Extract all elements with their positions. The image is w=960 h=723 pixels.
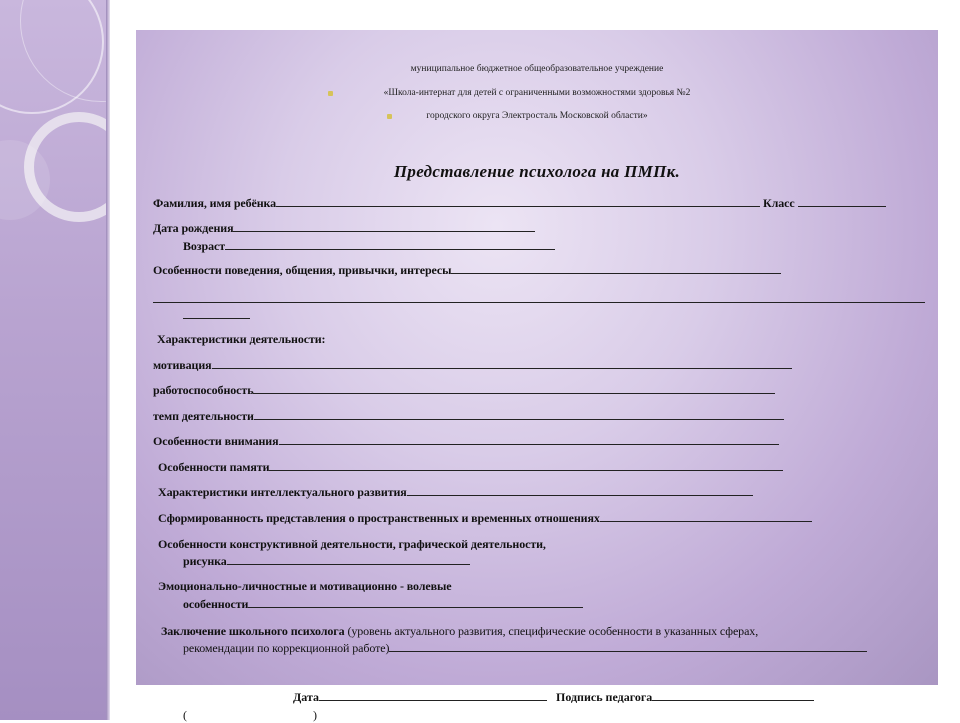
panel-edge — [106, 0, 110, 720]
attention-field[interactable] — [279, 434, 779, 445]
behavior-label: Особенности поведения, общения, привычки, интересы — [153, 263, 452, 277]
memory-label: Особенности памяти — [158, 460, 270, 474]
attention-label: Особенности внимания — [153, 434, 279, 448]
footer-row — [293, 690, 814, 705]
name-row — [153, 196, 886, 211]
emotional-field[interactable] — [248, 597, 583, 608]
emotional-label-2: особенности — [183, 597, 249, 611]
birth-label: Дата рождения — [153, 221, 234, 235]
name-field[interactable] — [276, 196, 760, 207]
header-line-2: «Школа-интернат для детей с ограниченными возможностями здоровья №2 — [383, 88, 691, 98]
date-label: Дата — [293, 690, 319, 704]
conclusion-note: (уровень актуального развития, специфические особенности в указанных сферах, — [347, 624, 759, 638]
birth-row — [153, 221, 535, 236]
conclusion-field[interactable] — [389, 641, 867, 652]
age-row — [183, 239, 555, 254]
capacity-label: работоспособность — [153, 383, 254, 397]
constructive-label: Особенности конструктивной деятельности, графической деятельности, — [158, 537, 546, 551]
spatial-row — [158, 511, 812, 526]
intellect-field[interactable] — [407, 485, 753, 496]
capacity-field[interactable] — [253, 383, 775, 394]
tempo-label: темп деятельности — [153, 409, 254, 423]
class-label: Класс — [763, 196, 795, 210]
intellect-label: Характеристики интеллектуального развития — [158, 485, 407, 499]
class-field[interactable] — [798, 196, 886, 207]
date-field[interactable] — [319, 690, 547, 701]
behavior-field-2[interactable] — [153, 292, 925, 303]
conclusion-row-2 — [183, 641, 867, 656]
attention-row — [153, 434, 779, 449]
conclusion-row — [161, 624, 758, 639]
age-field[interactable] — [225, 239, 555, 250]
motivation-field[interactable] — [212, 358, 792, 369]
memory-field[interactable] — [269, 460, 783, 471]
spatial-label: Сформированность представления о пространственных и временных отношениях — [158, 511, 600, 525]
birth-field[interactable] — [233, 221, 535, 232]
memory-row — [158, 460, 783, 475]
tempo-row — [153, 409, 784, 424]
slide-content — [136, 30, 938, 685]
behavior-field-3[interactable] — [183, 308, 250, 319]
header-line-3: городского округа Электросталь Московской области» — [426, 111, 648, 121]
behavior-row-2 — [153, 292, 925, 307]
behavior-row-3 — [183, 308, 250, 323]
intellect-row — [158, 485, 753, 500]
spatial-field[interactable] — [600, 511, 812, 522]
footer-cut-text: ( ) — [183, 708, 317, 722]
conclusion-label: Заключение школьного психолога — [161, 624, 345, 638]
decorative-left-panel — [0, 0, 106, 720]
header-line-1: муниципальное бюджетное общеобразовательное учреждение — [410, 64, 664, 74]
capacity-row — [153, 383, 775, 398]
signature-field[interactable] — [652, 690, 814, 701]
motivation-label: мотивация — [153, 358, 212, 372]
drawing-label: рисунка — [183, 554, 227, 568]
emotional-row — [183, 597, 583, 612]
emotional-label: Эмоционально-личностные и мотивационно - волевые — [158, 579, 452, 593]
age-label: Возраст — [183, 239, 226, 253]
signature-label: Подпись педагога — [556, 690, 653, 704]
tempo-field[interactable] — [254, 409, 784, 420]
conclusion-note-2: рекомендации по коррекционной работе) — [183, 641, 390, 655]
motivation-row — [153, 358, 792, 373]
drawing-field[interactable] — [227, 554, 470, 565]
behavior-field[interactable] — [451, 263, 781, 274]
name-label: Фамилия, имя ребёнка — [153, 196, 277, 210]
behavior-row — [153, 263, 781, 278]
page-title: Представление психолога на ПМПк. — [393, 162, 681, 181]
activity-heading: Характеристики деятельности: — [157, 332, 326, 346]
drawing-row — [183, 554, 470, 569]
